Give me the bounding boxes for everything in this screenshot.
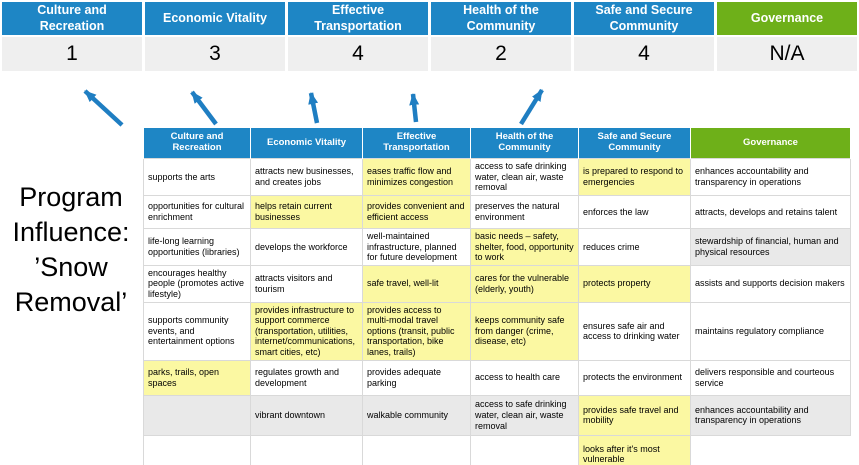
matrix-cell: provides convenient and efficient access [363,196,471,229]
matrix-cell: is prepared to respond to emergencies [579,159,691,196]
arrow-icon [85,91,122,125]
matrix-cell: delivers responsible and courteous service [691,360,851,395]
matrix-row [144,302,851,360]
matrix-cell: assists and supports decision makers [691,265,851,302]
matrix-header-economic-vitality: Economic Vitality [251,128,363,159]
matrix-cell: helps retain current businesses [251,196,363,229]
matrix-header-effective-transportation: Effective Transportation [363,128,471,159]
matrix-cell: preserves the natural environment [471,196,579,229]
arrow-icon [521,90,542,124]
matrix-table [143,128,851,465]
matrix-cell: ensures safe air and access to drinking water [579,302,691,360]
matrix-cell: protects property [579,265,691,302]
matrix-cell: cares for the vulnerable (elderly, youth) [471,265,579,302]
matrix-header-culture-and-recreation: Culture and Recreation [144,128,251,159]
priority-score-effective-transportation: 4 [288,37,428,71]
matrix-cell: enhances accountability and transparency in operations [691,395,851,435]
matrix-header-governance: Governance [691,128,851,159]
matrix-cell: enforces the law [579,196,691,229]
matrix-cell: provides infrastructure to support commerce (transportation, utilities, internet/communications, smart cities, etc) [251,302,363,360]
matrix-cell: enhances accountability and transparency in operations [691,159,851,196]
matrix-cell [144,435,251,465]
matrix-header-row [144,128,851,159]
priority-header-governance: Governance [717,2,857,35]
program-title-line: Program [19,182,123,212]
priority-header-effective-transportation: Effective Transportation [288,2,428,35]
scoreboard-score-row [2,37,857,71]
matrix-cell: keeps community safe from danger (crime, disease, etc) [471,302,579,360]
matrix-cell [691,435,851,465]
matrix-cell: attracts visitors and tourism [251,265,363,302]
matrix-cell [251,435,363,465]
priority-score-health-of-the-community: 2 [431,37,571,71]
priority-score-culture-and-recreation: 1 [2,37,142,71]
matrix-cell: safe travel, well-lit [363,265,471,302]
matrix-cell: parks, trails, open spaces [144,360,251,395]
program-title-line: ’Snow [34,252,108,283]
matrix-row [144,229,851,266]
priority-header-health-of-the-community: Health of the Community [431,2,571,35]
matrix-body [144,159,851,465]
matrix-cell: provides adequate parking [363,360,471,395]
matrix-cell: opportunities for cultural enrichment [144,196,251,229]
matrix-cell: develops the workforce [251,229,363,266]
matrix-cell [144,395,251,435]
matrix-cell: provides access to multi-modal travel options (transit, public transportation, bike lanes, trails) [363,302,471,360]
matrix-cell [471,435,579,465]
priority-score-safe-and-secure-community: 4 [574,37,714,71]
matrix-cell: life-long learning opportunities (libraries) [144,229,251,266]
matrix-cell: attracts new businesses, and creates jobs [251,159,363,196]
scoreboard-header-row [2,2,857,35]
matrix-header-safe-and-secure-community: Safe and Secure Community [579,128,691,159]
program-title-line: Removal’ [14,287,128,318]
matrix-row [144,360,851,395]
matrix-cell: access to health care [471,360,579,395]
matrix-row [144,435,851,465]
matrix-cell: provides safe travel and mobility [579,395,691,435]
arrow-icon [413,94,416,122]
priority-score-governance: N/A [717,37,857,71]
priority-header-safe-and-secure-community: Safe and Secure Community [574,2,714,35]
matrix-cell: protects the environment [579,360,691,395]
matrix-cell: basic needs – safety, shelter, food, opportunity to work [471,229,579,266]
matrix-cell: encourages healthy people (promotes active lifestyle) [144,265,251,302]
priority-header-economic-vitality: Economic Vitality [145,2,285,35]
matrix-cell: stewardship of financial, human and physical resources [691,229,851,266]
matrix-cell: supports community events, and entertainment options [144,302,251,360]
priority-score-economic-vitality: 3 [145,37,285,71]
matrix-cell: access to safe drinking water, clean air, waste removal [471,395,579,435]
matrix-cell: reduces crime [579,229,691,266]
matrix-cell: looks after it's most vulnerable [579,435,691,465]
matrix-row [144,265,851,302]
arrow-icon [311,93,317,123]
matrix-cell: access to safe drinking water, clean air, waste removal [471,159,579,196]
matrix-row [144,395,851,435]
program-title-line: Influence: [12,217,130,248]
matrix-cell: supports the arts [144,159,251,196]
influence-matrix [143,128,851,465]
matrix-cell: well-maintained infrastructure, planned for future development [363,229,471,266]
priority-header-culture-and-recreation: Culture and Recreation [2,2,142,35]
matrix-cell: walkable community [363,395,471,435]
matrix-row [144,196,851,229]
matrix-cell: attracts, develops and retains talent [691,196,851,229]
matrix-header-health-of-the-community: Health of the Community [471,128,579,159]
matrix-cell: regulates growth and development [251,360,363,395]
matrix-row [144,159,851,196]
program-title [0,180,142,320]
priority-scoreboard [2,2,857,71]
arrow-icon [192,92,216,124]
matrix-cell: vibrant downtown [251,395,363,435]
matrix-cell: eases traffic flow and minimizes congestion [363,159,471,196]
matrix-cell [363,435,471,465]
matrix-cell: maintains regulatory compliance [691,302,851,360]
